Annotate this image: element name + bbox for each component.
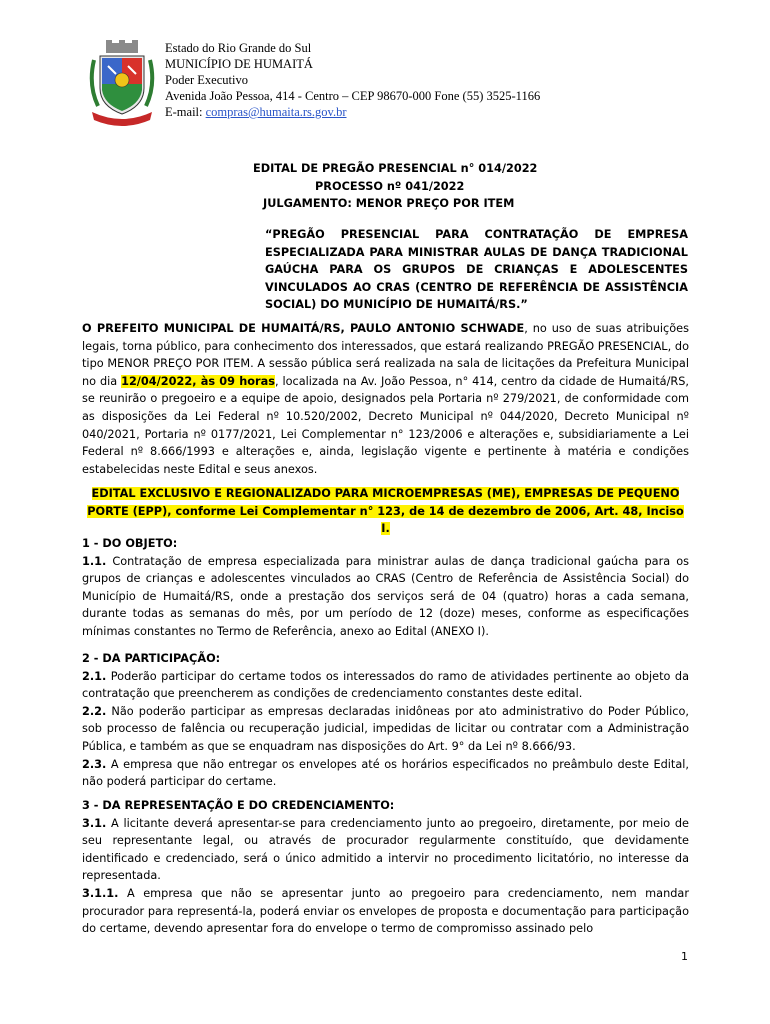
item-1-1 <box>82 553 689 641</box>
item-text: Contratação de empresa especializada para ministrar aulas de dança tradicional gaúcha para os grupos de crianças e adolescentes vinculados ao CRAS (Centro de Referência de Assistência Social) do Município de Humaitá/RS, onde a prestação dos serviços será de 04 (quatro) horas a cada semana, durante todas as semanas do mês, por um período de 12 (doze) meses, conforme as especificações mínimas constantes no Termo de Referência, anexo ao Edital (ANEXO I). <box>82 554 689 638</box>
item-2-1 <box>82 668 689 703</box>
email-label: E-mail: <box>165 105 206 119</box>
item-number: 2.1. <box>82 669 107 683</box>
item-3-1 <box>82 815 689 885</box>
preamble-text-1: , no uso de suas atribuições legais, torna público, para conhecimento dos interessados, que estará realizando PREGÃO PRESENCIAL, do tipo MENOR PREÇO POR ITEM. A sessão pública será realizada na sala de licitações da Prefeitura Municipal no dia <box>82 322 689 388</box>
notice-title: EDITAL DE PREGÃO PRESENCIAL n° 014/2022 <box>253 162 538 175</box>
section-3-heading: 3 - DA REPRESENTAÇÃO E DO CREDENCIAMENTO: <box>82 799 395 812</box>
item-number: 2.2. <box>82 704 107 718</box>
item-text: A empresa que não se apresentar junto ao pregoeiro para credenciamento, nem mandar procurador para representá-la, poderá enviar os envelopes de proposta e documentação para participação do certame, devendo apresentar fora do envelope o termo de compromisso assinado pelo <box>82 886 689 936</box>
section-2 <box>82 650 689 791</box>
item-2-3 <box>82 756 689 791</box>
exclusive-notice-line-2: PORTE (EPP), conforme Lei Complementar n° 123, de 14 de dezembro de 2006, Art. 48, Inciso I. <box>87 504 684 536</box>
item-number: 1.1. <box>82 554 107 568</box>
exclusive-notice <box>82 485 689 538</box>
exclusive-notice-line-1: EDITAL EXCLUSIVO E REGIONALIZADO PARA MICROEMPRESAS (ME), EMPRESAS DE PEQUENO <box>91 487 680 500</box>
section-1-heading: 1 - DO OBJETO: <box>82 537 178 550</box>
section-3 <box>82 797 689 938</box>
page-number: 1 <box>681 950 688 963</box>
letterhead <box>88 40 688 130</box>
section-2-heading: 2 - DA PARTICIPAÇÃO: <box>82 652 221 665</box>
item-text: Não poderão participar as empresas declaradas inidôneas por ato administrativo do Poder Público, sob processo de falência ou recuperação judicial, impedidas de licitar ou contratar com a Administração Pública, e também as que se enquadram nas disposições do Art. 9° da Lei nº 8.666/93. <box>82 704 689 753</box>
session-date-highlight: 12/04/2022, às 09 horas <box>121 374 275 388</box>
item-text: Poderão participar do certame todos os interessados do ramo de atividades pertinente ao objeto da contratação que preencherem as condições de credenciamento constantes deste edital. <box>82 669 689 701</box>
preamble-paragraph <box>82 320 689 478</box>
preamble-bold: O PREFEITO MUNICIPAL DE HUMAITÁ/RS, PAULO ANTONIO SCHWADE <box>82 322 525 335</box>
item-text: A empresa que não entregar os envelopes até os horários especificados no preâmbulo deste Edital, não poderá participar do certame. <box>82 757 689 789</box>
item-text: A licitante deverá apresentar-se para credenciamento junto ao pregoeiro, diretamente, por meio de seu representante legal, ou através de procurador regularmente constituído, que devidamente identificado e credenciado, será o único admitido a intervir no procedimento licitatório, no interesse da representada. <box>82 816 689 883</box>
item-number: 3.1.1. <box>82 886 119 900</box>
branch-name: Poder Executivo <box>165 73 248 87</box>
municipal-coat-of-arms-icon <box>88 40 156 128</box>
state-name: Estado do Rio Grande do Sul <box>165 41 312 55</box>
item-3-1-1 <box>82 885 689 938</box>
municipality-name: MUNICÍPIO DE HUMAITÁ <box>165 57 313 71</box>
item-number: 3.1. <box>82 816 107 830</box>
email-line <box>165 104 540 120</box>
preamble-text-2: , localizada na Av. João Pessoa, n° 414, centro da cidade de Humaitá/RS, se reunirão o pregoeiro e a equipe de apoio, designados pela Portaria nº 279/2021, de conformidade com as disposições da Lei Federal nº 10.520/2002, Decreto Municipal nº 044/2020, Decreto Municipal nº 040/2021, Portaria nº 0177/2021, Lei Complementar n° 123/2006 e alterações e, subsidiariamente a Lei Federal nº 8.666/1993 e alterações e, ainda, legislação vigente e pertinente à matéria e condições estabelecidas neste Edital e seus anexos. <box>82 374 690 476</box>
section-1 <box>82 535 689 641</box>
notice-title-block <box>253 160 693 213</box>
object-title: “PREGÃO PRESENCIAL PARA CONTRATAÇÃO DE EMPRESA ESPECIALIZADA PARA MINISTRAR AULAS DE DANÇA TRADICIONAL GAÚCHA PARA OS GRUPOS DE CRIANÇAS E ADOLESCENTES VINCULADOS AO CRAS (CENTRO DE REFERÊNCIA DE ASSISTÊNCIA SOCIAL) DO MUNICÍPIO DE HUMAITÁ/RS.” <box>265 228 688 312</box>
address: Avenida João Pessoa, 414 - Centro – CEP 98670-000 Fone (55) 3525-1166 <box>165 89 541 103</box>
email-link[interactable]: compras@humaita.rs.gov.br <box>205 105 347 119</box>
judgement-criteria: JULGAMENTO: MENOR PREÇO POR ITEM <box>263 197 515 211</box>
letterhead-text <box>165 40 540 120</box>
item-number: 2.3. <box>82 757 107 771</box>
process-number: PROCESSO nº 041/2022 <box>315 179 465 193</box>
item-2-2 <box>82 703 689 756</box>
